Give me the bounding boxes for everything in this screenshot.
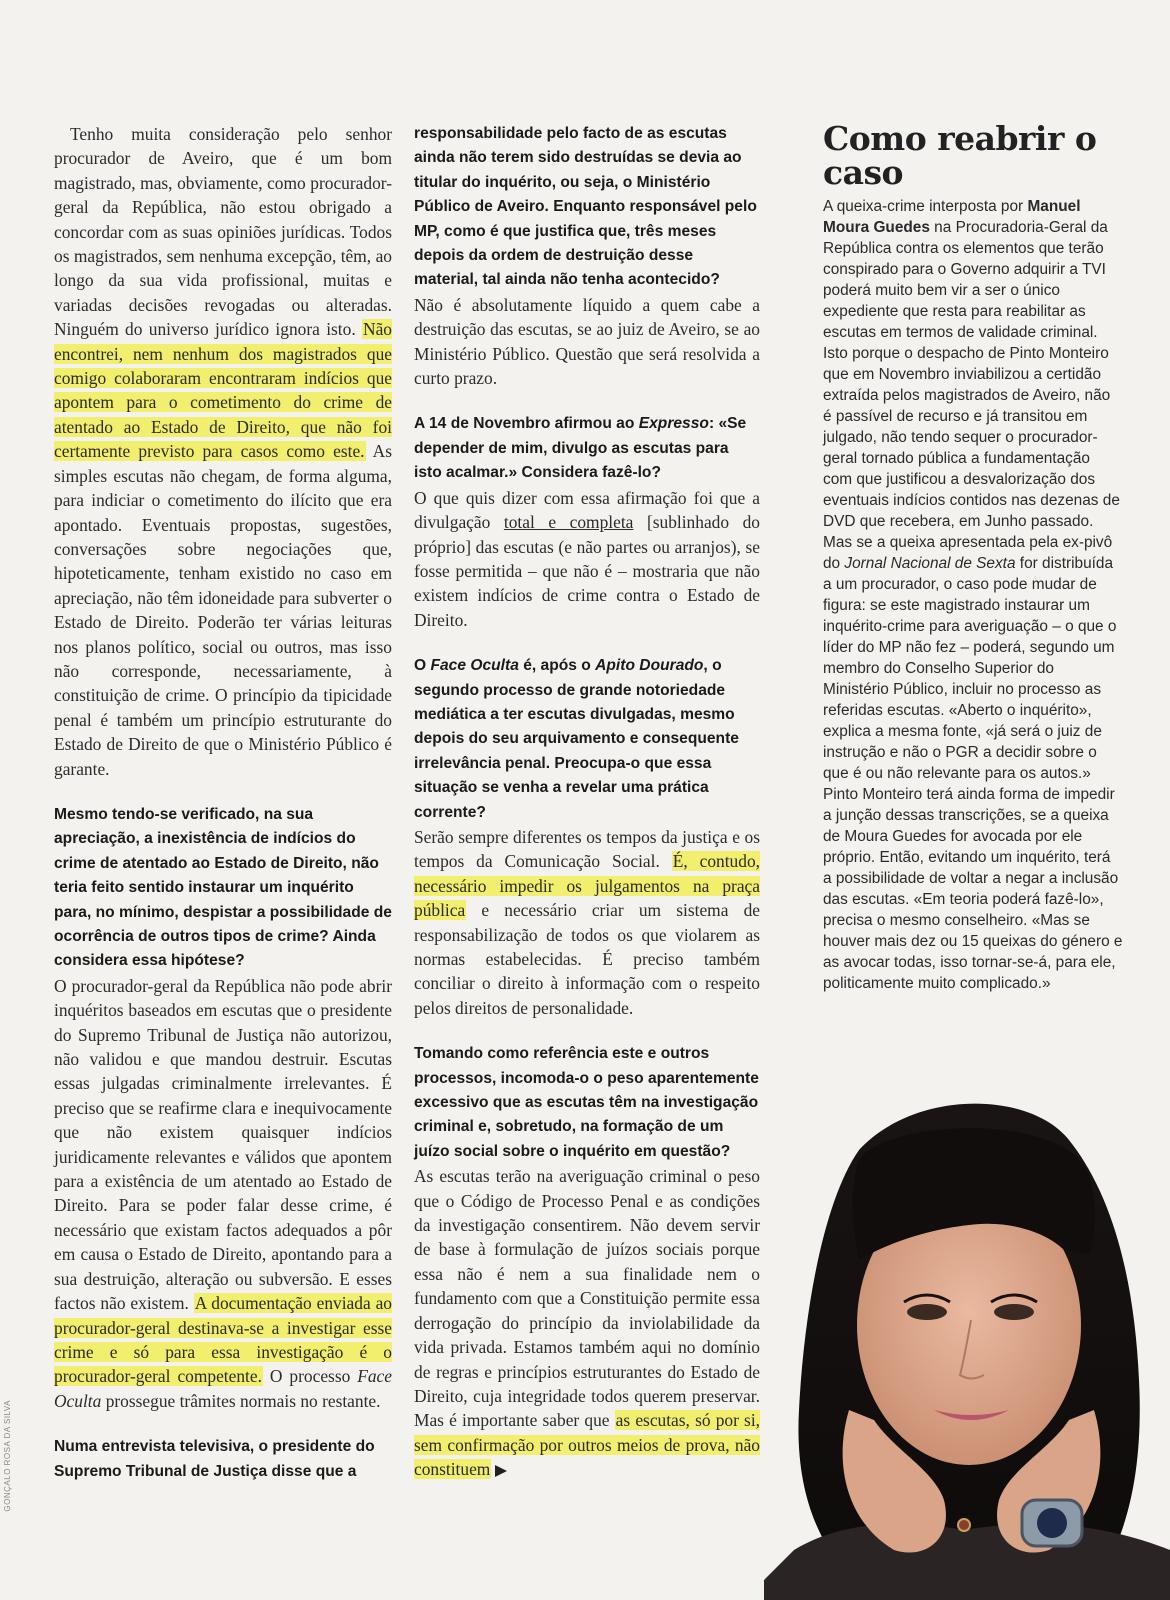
answer-paragraph bbox=[54, 974, 392, 1413]
portrait-illustration bbox=[764, 1080, 1170, 1600]
highlight: Não encontrei, nem nenhum dos magistrados que comigo colaboraram encontraram indícios que apontem para o cometimento do crime de atentado ao Estado de Direito, que não foi certamente previsto para casos como este. bbox=[54, 319, 392, 462]
text-span: e necessário criar um sistema de responsabilização de todos os que violarem as normas estabelecidas. É preciso também conciliar o direito à informação com o respeito pelos direitos de personalidade. bbox=[414, 900, 760, 1018]
right-eye bbox=[994, 1304, 1034, 1320]
answer-paragraph: Não é absolutamente líquido a quem cabe a destruição das escutas, se ao juiz de Aveiro, se ao Ministério Público. Questão que será resolvida a curto prazo. bbox=[414, 294, 760, 389]
text-span: O bbox=[414, 657, 431, 675]
italic-text: Apito Dourado bbox=[595, 657, 704, 675]
answer-paragraph bbox=[414, 486, 760, 632]
column-2 bbox=[414, 122, 760, 1482]
question: responsabilidade pelo facto de as escutas ainda não terem sido destruídas se devia ao titular do inquérito, ou seja, o Ministério Público de Aveiro. Enquanto responsável pelo MP, como é que justifica que, três meses depois da ordem de destruição desse material, tal ainda não tenha acontecido? bbox=[414, 125, 757, 289]
left-eye bbox=[907, 1304, 947, 1320]
continue-arrow-icon bbox=[495, 1465, 507, 1477]
column-1 bbox=[54, 122, 392, 1484]
bold-text: Manuel Moura Guedes bbox=[823, 198, 1081, 236]
text-span: As escutas terão na averiguação criminal o peso que o Código de Processo Penal e as condições da investigação consentirem. Não devem servir de base à formulação de juízos sociais porque essa não é nem a sua finalidade nem o fundamento com que a Constituição permite essa derrogação do princípio da inviolabilidade da vida privada. Estamos também aqui no domínio de regras e princípios estruturantes do Estado de Direito, cuja integridade todos querem preservar. Mas é importante saber que bbox=[414, 1166, 760, 1431]
portrait-photo bbox=[764, 1080, 1170, 1600]
text-span: Tenho muita consideração pelo senhor procurador de Aveiro, que é um bom magistrado, mas, obviamente, como procurador-geral da República, não estou obrigado a concordar com as suas opiniões jurídicas. Todos os magistrados, sem nenhuma excepção, têm, ao longo da sua vida profissional, muitas e variadas decisões revogadas ou alteradas. Ninguém do universo jurídico ignora isto. bbox=[54, 124, 392, 340]
text-span: O processo bbox=[262, 1366, 358, 1387]
text-span: , o segundo processo de grande notoriedade mediática a ter escutas divulgadas, mesmo depois do seu arquivamento e consequente irrelevância penal. Preocupa-o que essa situação se venha a revelar uma prática corrente? bbox=[414, 657, 739, 821]
question: Numa entrevista televisiva, o presidente do Supremo Tribunal de Justiça disse que a bbox=[54, 1438, 375, 1480]
italic-text: Jornal Nacional de Sexta bbox=[844, 555, 1016, 572]
italic-text: Expresso bbox=[638, 415, 709, 433]
highlight: A documentação enviada ao procurador-geral destinava-se a investigar esse crime e só para essa investigação é o procurador-geral competente. bbox=[54, 1293, 392, 1387]
photo-credit: GONÇALO ROSA DA SILVA bbox=[3, 1400, 12, 1512]
highlight: É, contudo, necessário impedir os julgamentos na praça pública bbox=[414, 851, 760, 921]
question bbox=[414, 654, 760, 825]
answer-paragraph bbox=[54, 122, 392, 781]
italic-text: Face Oculta bbox=[430, 657, 519, 675]
text-span: As simples escutas não chegam, de forma alguma, para indiciar o cometimento do ilícito que era apontado. Eventuais propostas, sugestões, conversações sobre negociações que, hipoteticamente, tenham existido no caso em apreciação, não têm idoneidade para subverter o Estado de Direito. Poderão ter várias leituras nos planos político, social ou outros, mas isso não corresponde, necessariamente, à constituição de crime. O princípio da tipicidade penal é também um princípio estruturante do Estado de Direito de que o Ministério Público é garante. bbox=[54, 441, 393, 779]
text-span: for distribuída a um procurador, o caso pode mudar de figura: se este magistrado instaurar um inquérito-crime para averiguação – o que o líder do MP não fez – poderá, segundo um membro do Conselho Superior do Ministério Público, incluir no processo as referidas escutas. «Aberto o inquérito», explica a mesma fonte, «já será o juiz de instrução e não o PGR a decidir sobre o que é ou não relevante para os autos.» Pinto Monteiro terá ainda forma de impedir a junção dessas transcrições, se a queixa de Moura Guedes for avocada por ele próprio. Então, evitando um inquérito, terá a possibilidade de voltar a negar a inclusão das escutas. «Em teoria poderá fazê-lo», precisa o mesmo conselheiro. «Mas se houver mais dez ou 15 queixas do género e as avocar todas, isso tornar-se-á, para ele, politicamente muito complicado.» bbox=[823, 555, 1123, 992]
text-span: : «Se depender de mim, divulgo as escutas para isto acalmar.» Considera fazê-lo? bbox=[414, 415, 747, 482]
box-text bbox=[823, 196, 1123, 994]
question: Tomando como referência este e outros processos, incomoda-o o peso aparentemente excessivo que as escutas têm na investigação criminal e, sobretudo, na formação de um juízo social sobre o inquérito em questão? bbox=[414, 1045, 759, 1160]
answer-paragraph bbox=[414, 825, 760, 1020]
highlight: as escutas, só por si, sem confirmação por outros meios de prova, não constituem bbox=[414, 1410, 760, 1480]
text-span: O que quis dizer com essa afirmação foi que a divulgação bbox=[414, 487, 760, 533]
text-span: Serão sempre diferentes os tempos da justiça e os tempos da Comunicação Social. bbox=[414, 826, 760, 872]
sidebar-box bbox=[823, 119, 1123, 994]
question bbox=[414, 412, 760, 485]
text-span: prossegue trâmites normais no restante. bbox=[101, 1390, 381, 1411]
text-span: A queixa-crime interposta por bbox=[823, 198, 1028, 215]
question: Mesmo tendo-se verificado, na sua apreciação, a inexistência de indícios do crime de atentado ao Estado de Direito, não teria feito sentido instaurar um inquérito para, no mínimo, despistar a possibilidade de ocorrência de outros tipos de crime? Ainda considera essa hipótese? bbox=[54, 805, 392, 970]
underlined-text: total e completa bbox=[503, 512, 634, 533]
text-span: é, após o bbox=[518, 657, 596, 675]
ring bbox=[958, 1519, 970, 1531]
answer-paragraph bbox=[414, 1164, 760, 1481]
text-span: O procurador-geral da República não pode abrir inquéritos baseados em escutas que o presidente do Supremo Tribunal de Justiça não autorizou, não validou e que mandou destruir. Escutas essas julgadas criminalmente irrelevantes. É preciso que se reafirme clara e inequivocamente que não existem quaisquer indícios juridicamente relevantes e válidos que apontem para a existência de um atentado ao Estado de Direito. Para se poder falar desse crime, é necessário que existam factos adequados a pôr em causa o Estado de Direito, apontando para a sua destruição, alteração ou subversão. E esses factos não existem. bbox=[54, 975, 392, 1314]
text-span: na Procuradoria-Geral da República contra os elementos que terão conspirado para o Governo adquirir a TVI poderá muito bem vir a ser o único expediente que resta para reabilitar as escutas em termos de validade criminal. Isto porque o despacho de Pinto Monteiro que em Novembro inviabilizou a certidão extraída pelos magistrados de Aveiro, não é passível de recurso e já transitou em julgado, não tendo sequer o procurador-geral tornado pública a fundamentação com que justificou a desvalorização dos eventuais indícios contidos nas dezenas de DVD que recebera, em Junho passado. Mas se a queixa apresentada pela ex-pivô do bbox=[823, 219, 1120, 572]
text-span: A 14 de Novembro afirmou ao bbox=[414, 415, 639, 433]
box-title: Como reabrir o caso bbox=[823, 119, 1097, 192]
text-span: [sublinhado do próprio] das escutas (e não partes ou arranjos), se fosse permitida – que não é – mostraria que não existem indícios de crime contra o Estado de Direito. bbox=[414, 512, 761, 630]
italic-text: Face Oculta bbox=[54, 1366, 392, 1411]
